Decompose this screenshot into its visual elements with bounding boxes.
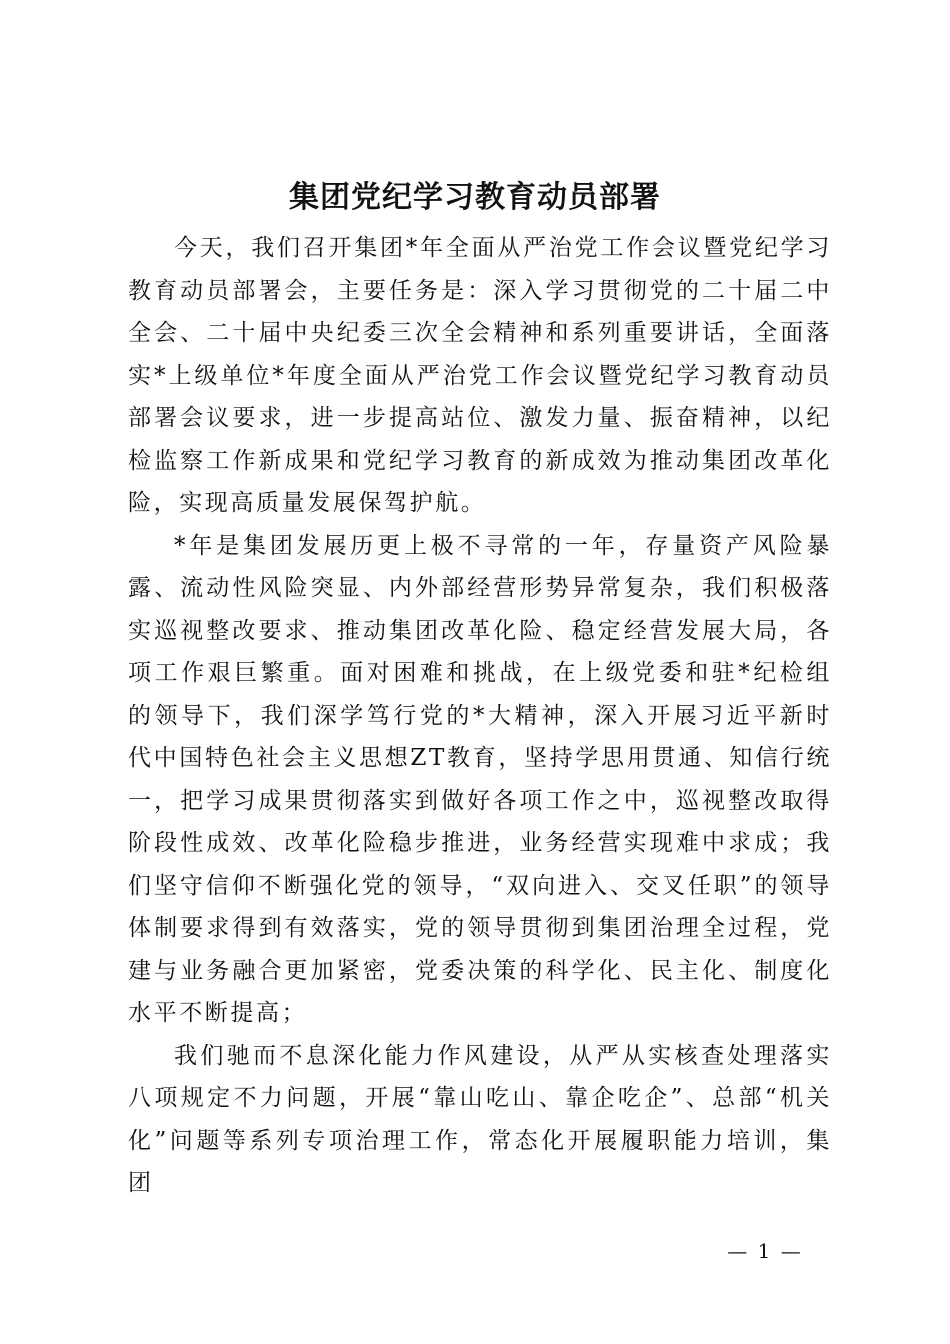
paragraph-3: 我们驰而不息深化能力作风建设，从严从实核查处理落实八项规定不力问题，开展“靠山吃山、靠企吃企”、总部“机关化”问题等系列专项治理工作，常态化开展履职能力培训，集团 [128,1042,832,1196]
document-body [128,227,832,1205]
paragraph-2: *年是集团发展历更上极不寻常的一年，存量资产风险暴露、流动性风险突显、内外部经营形势异常复杂，我们积极落实巡视整改要求、推动集团改革化险、稳定经营发展大局，各项工作艰巨繁重。面对困难和挑战，在上级党委和驻*纪检组的领导下，我们深学笃行党的*大精神，深入开展习近平新时代中国特色社会主义思想ZT教育，坚持学思用贯通、知信行统一，把学习成果贯彻落实到做好各项工作之中，巡视整改取得阶段性成效、改革化险稳步推进，业务经营实现难中求成；我们坚守信仰不断强化党的领导，“双向进入、交叉任职”的领导体制要求得到有效落实，党的领导贯彻到集团治理全过程，党建与业务融合更加紧密，党委决策的科学化、民主化、制度化水平不断提高； [128,532,832,1026]
paragraph-1: 今天，我们召开集团*年全面从严治党工作会议暨党纪学习教育动员部署会，主要任务是：深入学习贯彻党的二十届二中全会、二十届中央纪委三次全会精神和系列重要讲话，全面落实*上级单位*年度全面从严治党工作会议暨党纪学习教育动员部署会议要求，进一步提高站位、激发力量、振奋精神，以纪检监察工作新成果和党纪学习教育的新成效为推动集团改革化险，实现高质量发展保驾护航。 [128,235,832,516]
document-title: 集团党纪学习教育动员部署 [289,180,661,215]
page-number: — 1 — [727,1239,803,1263]
